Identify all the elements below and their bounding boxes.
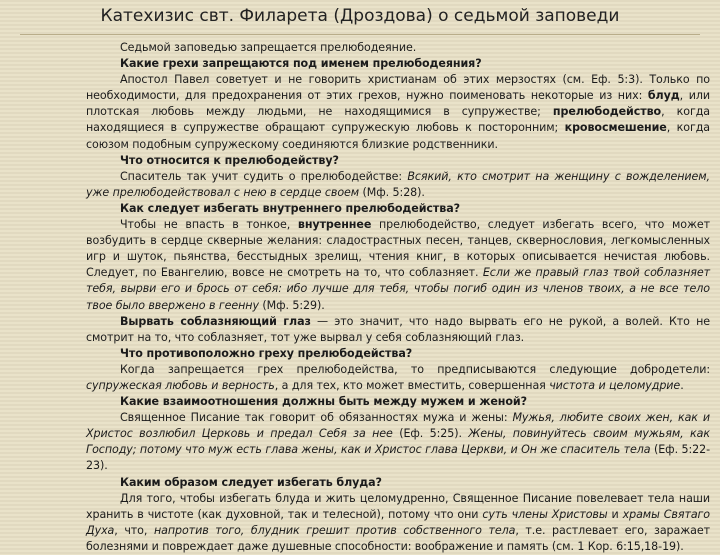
title-divider — [20, 34, 700, 35]
answer-1: Апостол Павел советует и не говорить христианам об этих мерзостях (см. Еф. 5:3). Только по необходимости, для предохранения от этих грехов, нужно поименовать некоторые из них: блуд, или плотская любовь между людьми, не находящимися в супружестве; прелюбодейство, когда находящиеся в супружестве обращают супружескую любовь к посторонним; кровосмешение, когда союзом подобным супружескому соединяются близкие родственники. — [86, 73, 711, 151]
answer-4: Когда запрещается грех прелюбодейства, то предписываются следующие добродетели: супружеская любовь и верность, а для тех, кто может вместить, совершенная чистота и целомудрие. — [86, 362, 710, 392]
answer-2: Спаситель так учит судить о прелюбодействе: Всякий, кто смотрит на женщину с вожделением, уже прелюбодействовал с нею в сердце своем (Мф. 5:28). — [86, 169, 711, 199]
document-body — [86, 40, 710, 555]
question-1: Какие грехи запрещаются под именем прелюбодеяния? — [120, 57, 482, 71]
paragraph-eye: Вырвать соблазняющий глаз — это значит, что надо вырвать его не рукой, а волей. Кто не смотрит на то, что соблазняет, тот уже вырвал у себя соблазняющий глаз. — [86, 314, 710, 344]
answer-6: Для того, чтобы избегать блуда и жить целомудренно, Священное Писание повелевает тела наши хранить в чистоте (как духовной, так и телесной), потому что они суть члены Христовы и храмы Святаго Духа, что, напротив того, блудник грешит против собственного тела, т.е. растлевает его, заражает болезнями и повреждает даже душевные способности: воображение и память (см. 1 Кор. 6:15,18-19). — [86, 491, 711, 553]
question-5: Какие взаимоотношения должны быть между мужем и женой? — [120, 395, 527, 409]
question-3: Как следует избегать внутреннего прелюбодейства? — [120, 201, 460, 215]
answer-3: Чтобы не впасть в тонкое, внутреннее прелюбодейство, следует избегать всего, что может возбудить в сердце скверные желания: сладострастных песен, танцев, сквернословия, легкомысленных игр и шуток, пьянства, бесстыдных зрелищ, чтения книг, в которых описывается нечистая любовь. Следует, по Евангелию, вовсе не смотреть на то, что соблазняет. Если же правый глаз твой соблазняет тебя, вырви его и брось от себя: ибо лучше для тебя, чтобы погиб один из членов твоих, а не все тело твое было ввержено в геенну (Мф. 5:29). — [86, 218, 710, 312]
question-6: Каким образом следует избегать блуда? — [120, 475, 382, 489]
intro-paragraph: Седьмой заповедью запрещается прелюбодеяние. — [120, 41, 417, 54]
question-2: Что относится к прелюбодейству? — [120, 153, 339, 167]
question-4: Что противоположно греху прелюбодейства? — [120, 346, 413, 360]
answer-5: Священное Писание так говорит об обязанностях мужа и жены: Мужья, любите своих жен, как и Христос возлюбил Церковь и предал Себя за нее (Еф. 5:25). Жены, повинуйтесь своим мужьям, как Господу; потому что муж есть глава жены, как и Христос глава Церкви, и Он же спаситель тела (Еф. 5:22-23). — [86, 411, 711, 473]
page-title: Катехизис свт. Филарета (Дроздова) о седьмой заповеди — [100, 6, 620, 26]
